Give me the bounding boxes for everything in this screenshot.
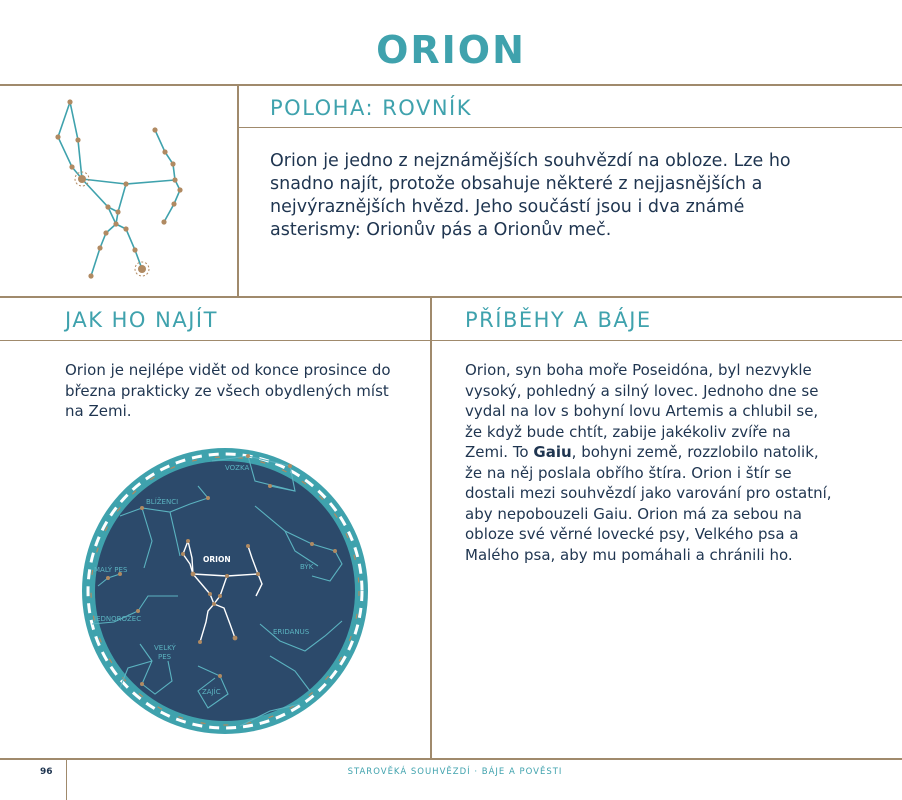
sky-label-maly-pes: MALÝ PES (94, 566, 128, 574)
stories-paragraph (465, 360, 835, 565)
sky-label-velky: VELKÝ (154, 644, 176, 652)
middle-rule (0, 296, 902, 298)
vertical-divider-bottom (430, 298, 432, 758)
find-heading: JAK HO NAJÍT (65, 308, 218, 332)
stories-bold-gaiu: Gaiu (533, 443, 572, 461)
running-footer: STAROVĚKÁ SOUHVĚZDÍ · BÁJE A POVĚSTI (347, 767, 563, 777)
sky-label-blizenci: BLÍŽENCI (146, 498, 179, 506)
sky-label-orion: ORION (203, 555, 231, 564)
heading-underline (239, 127, 902, 128)
page-number: 96 (40, 767, 53, 777)
location-heading: POLOHA: ROVNÍK (270, 96, 473, 120)
stories-heading: PŘÍBĚHY A BÁJE (465, 308, 652, 332)
sky-label-byk: BÝK (300, 563, 314, 571)
bottom-rule (0, 758, 902, 760)
intro-paragraph: Orion je jedno z nejznámějších souhvězdí na obloze. Lze ho snadno najít, protože obsahuje některé z nejjasnějších a nejvýraznějších hvězd. Jeho součástí jsou i dva známé asterismy: Orionův pás a Orionův meč. (270, 151, 791, 240)
section-underline (0, 340, 902, 341)
sky-label-zajic: ZAJÍC (202, 688, 221, 696)
sky-label-vozka: VOZKA (225, 464, 250, 472)
page-title: ORION (376, 28, 526, 72)
sky-map (80, 446, 370, 736)
footer-divider (66, 760, 67, 800)
sky-label-eridanus: ERIDANUS (273, 628, 310, 636)
top-rule (0, 84, 902, 86)
vertical-divider-top (237, 86, 239, 296)
sky-label-jednorozec: JEDNOROŽEC (94, 615, 142, 623)
orion-constellation-figure (40, 92, 200, 292)
stories-text-1: Orion, syn boha moře Poseidóna, byl nezvykle vysoký, pohledný a silný lovec. Jednoho dne se vydal na lov s bohyní lovu Artemis a chlubil se, že když bude chtít, zabije jakékoliv zvíře na Zemi. To (465, 361, 819, 461)
sky-label-pes: PES (158, 653, 172, 661)
find-paragraph: Orion je nejlépe vidět od konce prosince do března prakticky ze všech obydlených míst na Zemi. (65, 361, 391, 420)
stories-text-2: , bohyni země, rozzlobilo natolik, že na něj poslala obřího štíra. Orion i štír se dostali mezi souhvězdí jako varování pro ostatní, aby nepobouzeli Gaiu. Orion má za sebou na obloze své věrné lovecké psy, Velkého psa a Malého psa, aby mu pomáhali a chránili ho. (465, 443, 832, 564)
